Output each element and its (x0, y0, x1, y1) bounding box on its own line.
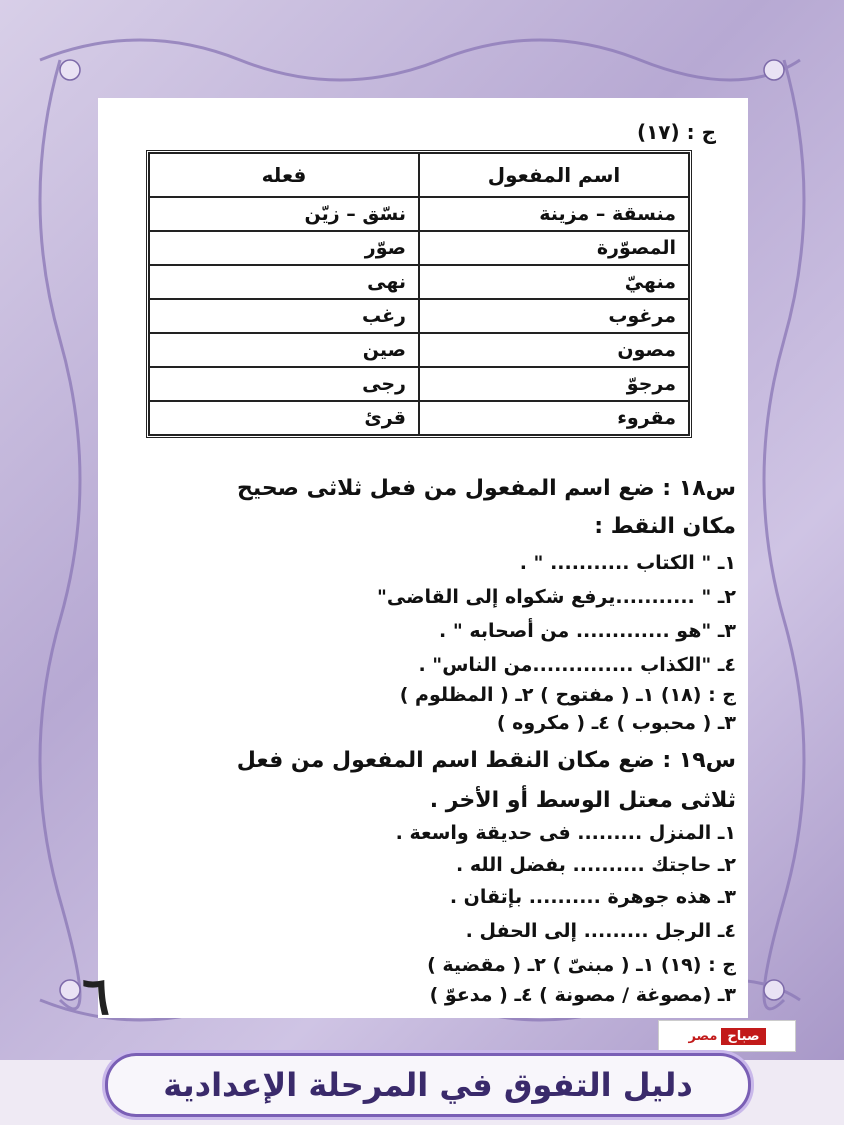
table-header: اسم المفعول (419, 153, 689, 197)
table-header: فعله (149, 153, 419, 197)
table-row (149, 333, 689, 367)
table-cell: المصوّرة (419, 231, 689, 265)
table-cell: رغب (149, 299, 419, 333)
q19-item-4: ٤ـ الرجل ......... إلى الحفل . (465, 920, 736, 942)
q17-label: ج : (١٧) (636, 120, 716, 144)
q18-item-1: ١ـ " الكتاب ........... " . (519, 552, 736, 574)
table-cell: نهى (149, 265, 419, 299)
q19-answer-1: ج : (١٩) ١ـ ( مبنىّ ) ٢ـ ( مقضية ) (427, 954, 736, 976)
q18-title-cont: مكان النقط : (594, 514, 736, 539)
table-cell: مقروء (419, 401, 689, 435)
table-row (149, 299, 689, 333)
table-cell: منسقة – مزينة (419, 197, 689, 231)
q19-title-cont: ثلاثى معتل الوسط أو الأخر . (429, 788, 736, 813)
table-header-row (149, 153, 689, 197)
q19-item-3: ٣ـ هذه جوهرة .......... بإتقان . (449, 886, 736, 908)
q18-item-2: ٢ـ " ...........يرفع شكواه إلى القاضى" (376, 586, 736, 608)
q19-item-1: ١ـ المنزل ......... فى حديقة واسعة . (395, 822, 736, 844)
table-cell: صين (149, 333, 419, 367)
table-row (149, 197, 689, 231)
table-row (149, 265, 689, 299)
q19-title: س١٩ : ضع مكان النقط اسم المفعول من فعل (236, 748, 736, 773)
table-row (149, 231, 689, 265)
page-number: ٦ (82, 966, 110, 1027)
table-cell: مرجوّ (419, 367, 689, 401)
q19-answer-2: ٣ـ (مصوغة / مصونة ) ٤ـ ( مدعوّ ) (429, 984, 736, 1006)
logo-box: صباح (721, 1028, 765, 1045)
table-cell: مصون (419, 333, 689, 367)
table-cell: صوّر (149, 231, 419, 265)
logo-text: مصر (688, 1028, 718, 1044)
q18-answer-2: ٣ـ ( محبوب ) ٤ـ ( مكروه ) (496, 712, 736, 734)
table-cell: مرغوب (419, 299, 689, 333)
q19-item-2: ٢ـ حاجتك .......... بفضل الله . (456, 854, 736, 876)
table-row (149, 367, 689, 401)
table-row (149, 401, 689, 435)
document-page (98, 98, 748, 1018)
q18-item-3: ٣ـ "هو ............. من أصحابه " . (439, 620, 736, 642)
table-cell: نسّق – زيّن (149, 197, 419, 231)
ism-maful-table (146, 150, 692, 438)
table-cell: قرئ (149, 401, 419, 435)
publisher-logo (658, 1020, 796, 1052)
q18-title: س١٨ : ضع اسم المفعول من فعل ثلاثى صحيح (236, 476, 736, 501)
footer-banner-title: دليل التفوق في المرحلة الإعدادية (108, 1056, 748, 1114)
q18-item-4: ٤ـ "الكذاب ..............من الناس" . (418, 654, 736, 676)
q18-answer-1: ج : (١٨) ١ـ ( مفتوح ) ٢ـ ( المظلوم ) (399, 684, 736, 706)
table-cell: رجى (149, 367, 419, 401)
table-cell: منهيّ (419, 265, 689, 299)
